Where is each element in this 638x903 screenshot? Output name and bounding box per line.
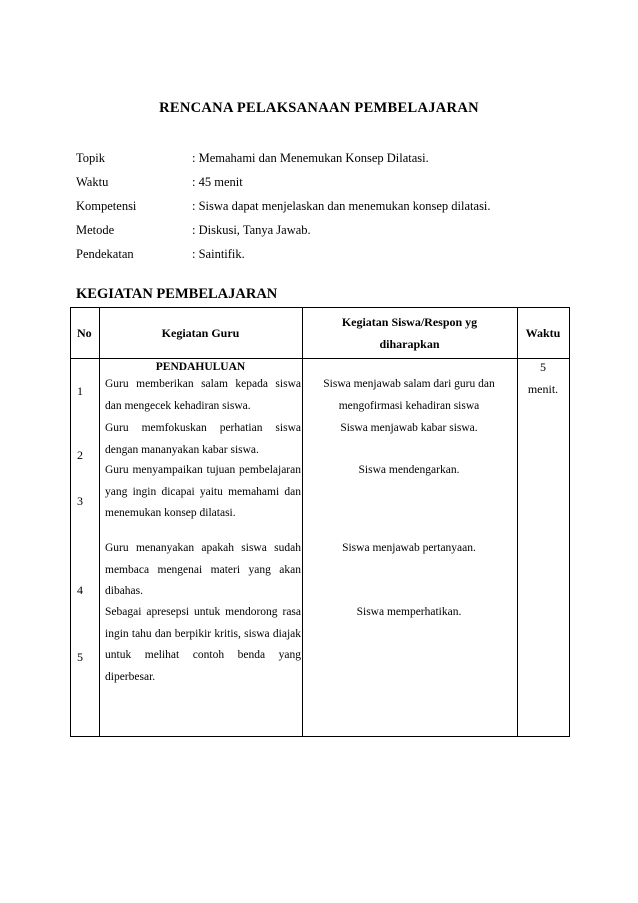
siswa-response-4: Siswa menjawab pertanyaan. <box>342 542 476 554</box>
row-number-2: 2 <box>77 448 83 462</box>
header-no: No <box>77 326 92 340</box>
meta-value-waktu: : 45 menit <box>192 175 243 189</box>
meta-label-topik: Topik <box>76 151 105 165</box>
row-number-3: 3 <box>77 494 83 508</box>
waktu-value-unit: menit. <box>527 382 559 396</box>
header-siswa-line2: diharapkan <box>379 337 440 351</box>
meta-label-waktu: Waktu <box>76 175 109 189</box>
section-title: KEGIATAN PEMBELAJARAN <box>76 286 278 302</box>
header-waktu: Waktu <box>525 326 561 340</box>
row-number-1: 1 <box>77 384 83 398</box>
meta-value-topik: : Memahami dan Menemukan Konsep Dilatasi. <box>192 151 429 165</box>
row-number-4: 4 <box>77 583 83 597</box>
siswa-response-2: Siswa menjawab kabar siswa. <box>340 422 478 434</box>
guru-activity-2: Guru memfokuskan perhatian siswa dengan mananyakan kabar siswa. <box>105 422 301 456</box>
siswa-response-3: Siswa mendengarkan. <box>358 464 460 476</box>
document-title: RENCANA PELAKSANAAN PEMBELAJARAN <box>159 100 479 116</box>
siswa-response-5: Siswa memperhatikan. <box>356 606 462 618</box>
phase-label: PENDAHULUAN <box>155 361 246 373</box>
guru-activity-5: Sebagai apresepsi untuk mendorong rasa ingin tahu dan berpikir kritis, siswa diajak untuk melihat contoh benda yang diperbesar. <box>105 606 301 683</box>
activity-table <box>70 307 570 737</box>
table-divider-guru <box>302 308 303 736</box>
meta-label-kompetensi: Kompetensi <box>76 199 137 213</box>
meta-label-pendekatan: Pendekatan <box>76 247 134 261</box>
meta-value-kompetensi: : Siswa dapat menjelaskan dan menemukan konsep dilatasi. <box>192 199 491 213</box>
siswa-response-1: Siswa menjawab salam dari guru dan mengofirmasi kehadiran siswa <box>323 378 495 412</box>
row-number-5: 5 <box>77 650 83 664</box>
guru-activity-3: Guru menyampaikan tujuan pembelajaran yang ingin dicapai yaitu memahami dan menemukan konsep dilatasi. <box>105 464 301 519</box>
meta-value-pendekatan: : Saintifik. <box>192 247 245 261</box>
waktu-value-number: 5 <box>540 360 546 374</box>
meta-value-metode: : Diskusi, Tanya Jawab. <box>192 223 311 237</box>
guru-activity-4: Guru menanyakan apakah siswa sudah membaca mengenai materi yang akan dibahas. <box>105 542 301 597</box>
meta-label-metode: Metode <box>76 223 115 237</box>
header-guru: Kegiatan Guru <box>161 326 240 340</box>
guru-activity-1: Guru memberikan salam kepada siswa dan mengecek kehadiran siswa. <box>105 378 301 412</box>
header-siswa-line1: Kegiatan Siswa/Respon yg <box>341 315 478 329</box>
